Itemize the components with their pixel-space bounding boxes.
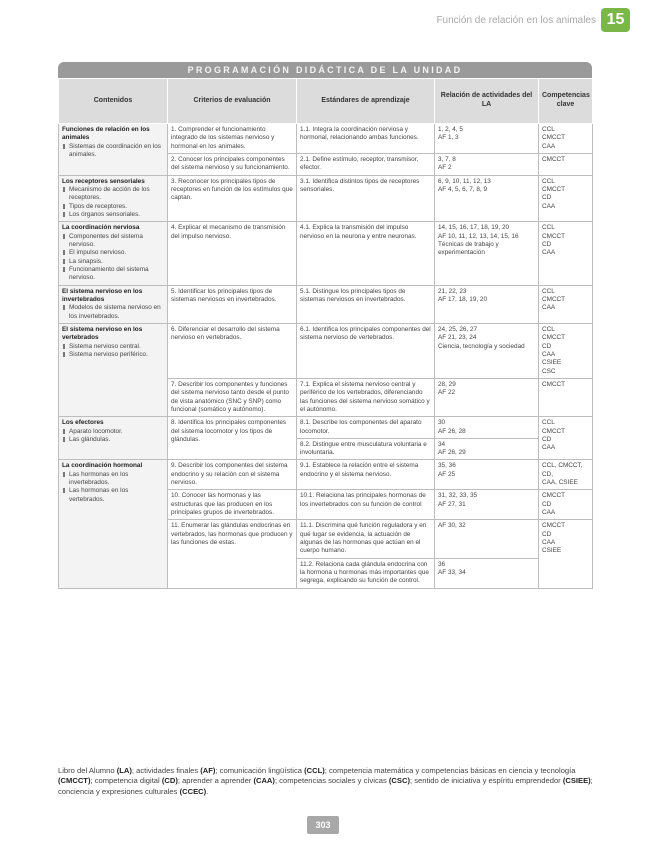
table-row — [59, 323, 593, 378]
activity-line: AF 30, 32 — [438, 522, 466, 530]
footnote-text: ; conciencia y expresiones culturales — [58, 776, 593, 796]
topic-bullet — [62, 211, 164, 219]
column-header: Estándares de aprendizaje — [297, 79, 435, 124]
footnote-text: ; comunicación lingüística — [215, 766, 305, 775]
competency-item: CD — [542, 435, 552, 443]
competencies-cell — [539, 323, 593, 378]
standard-cell: 4.1. Explica la transmisión del impulso nervioso en la neurona y entre neuronas. — [297, 222, 435, 285]
competency-item: CAA — [542, 202, 556, 210]
competency-item: CMCCT — [542, 134, 566, 142]
programming-table — [58, 78, 593, 589]
column-header: Criterios de evaluación — [168, 79, 297, 124]
topic-bullet-text: Sistemas de coordinación en los animales. — [69, 142, 162, 158]
competency-item: CAA — [542, 509, 556, 517]
activity-line: 3, 7, 8 — [438, 155, 456, 163]
competencies-cell — [539, 285, 593, 323]
activity-line: AF 1, 3 — [438, 134, 459, 142]
competency-item: CCL — [542, 177, 555, 185]
standard-cell: 11.1. Discrimina qué función reguladora y en qué lugar se evidencia, la actuación de algunas de las hormonas que actúan en el cuerpo humano. — [297, 520, 435, 558]
bullet-marker-icon — [63, 204, 65, 209]
competency-item: CCL — [542, 419, 555, 427]
footnote-text: ; aprender a aprender — [177, 776, 254, 786]
activities-cell — [435, 124, 539, 154]
topic-title: Los receptores sensoriales — [62, 177, 145, 185]
standard-cell: 1.1. Integra la coordinación nerviosa y hormonal, relacionando ambas funciones. — [297, 124, 435, 154]
competency-item: CCL — [542, 224, 555, 232]
activities-cell — [435, 175, 539, 222]
bullet-marker-icon — [63, 344, 65, 349]
criteria-cell: 6. Diferenciar el desarrollo del sistema nervioso en vertebrados. — [168, 323, 297, 378]
topic-bullet — [62, 428, 164, 436]
competency-item: CAA — [542, 444, 556, 452]
activity-line: AF 33, 34 — [438, 569, 466, 577]
competencies-cell — [539, 222, 593, 285]
activity-line: 31, 32, 33, 35 — [438, 492, 478, 500]
bullet-marker-icon — [63, 259, 65, 264]
competency-item: CAA — [542, 249, 556, 257]
competency-item: CAA — [542, 142, 556, 150]
competency-item: CAA — [542, 304, 556, 312]
footnote-abbreviation: (CCL) — [304, 766, 325, 775]
footnote-abbreviation: (CMCCT) — [58, 776, 91, 786]
competency-item: CD — [542, 240, 552, 248]
bullet-marker-icon — [63, 305, 65, 310]
activity-line: AF 2 — [438, 164, 452, 172]
bullet-marker-icon — [63, 187, 65, 192]
standard-cell: 6.1. Identifica los principales componentes del sistema nervioso de vertebrados. — [297, 323, 435, 378]
topic-bullet — [62, 266, 164, 283]
criteria-cell: 1. Comprender el funcionamiento integrado de los sistemas nervioso y hormonal en los animales. — [168, 124, 297, 154]
table-banner: PROGRAMACIÓN DIDÁCTICA DE LA UNIDAD — [58, 62, 592, 78]
activity-line: 28, 29 — [438, 380, 456, 388]
criteria-cell: 4. Explicar el mecanismo de transmisión del impulso nervioso. — [168, 222, 297, 285]
criteria-cell: 9. Describir los componentes del sistema endocrino y su relación con el sistema nervioso. — [168, 460, 297, 490]
topic-bullet-text: El impulso nervioso. — [69, 249, 127, 257]
criteria-cell: 7. Describir los componentes y funciones del sistema nervioso tanto desde el punto de vista anatómico (SNC y SNP) como funcional (somático y autónomo). — [168, 378, 297, 416]
activities-cell — [435, 460, 539, 490]
competencies-cell — [539, 520, 593, 588]
activity-line: AF 21, 23, 24 — [438, 334, 477, 342]
contents-cell — [59, 285, 168, 323]
competency-item: CAA — [542, 539, 556, 547]
bullet-marker-icon — [63, 212, 65, 217]
competencies-cell — [539, 490, 593, 520]
topic-bullet-text: Aparato locomotor. — [69, 427, 123, 435]
topic-title: El sistema nervioso en los invertebrados — [62, 287, 143, 303]
activity-line: Ciencia, tecnología y sociedad — [438, 342, 525, 350]
footnote-text: ; actividades finales — [131, 766, 201, 775]
footnote-text: ; competencia digital — [90, 776, 162, 786]
topic-bullet-text: Sistema nervioso central. — [69, 342, 141, 350]
footnote-abbreviation: (CSC) — [388, 776, 410, 786]
competencies-cell — [539, 417, 593, 460]
unit-number-badge: 15 — [601, 8, 630, 32]
competency-item: CCL — [542, 287, 555, 295]
criteria-cell: 2. Conocer los principales componentes del sistema nervioso y su funcionamiento. — [168, 153, 297, 175]
topic-bullet-text: Tipos de receptores. — [69, 202, 128, 210]
contents-cell — [59, 175, 168, 222]
page-number: 303 — [307, 816, 339, 834]
standard-cell: 8.2. Distingue entre musculatura voluntaria e involuntaria. — [297, 438, 435, 460]
competencies-cell — [539, 175, 593, 222]
topic-bullet-text: Las hormonas en los vertebrados. — [69, 487, 129, 503]
standard-cell: 5.1. Distingue los principales tipos de sistemas nerviosos en invertebrados. — [297, 285, 435, 323]
bullet-marker-icon — [63, 250, 65, 255]
topic-bullet-text: Los órganos sensoriales. — [69, 210, 141, 218]
competencies-cell — [539, 124, 593, 154]
footnote-abbreviation: (CD) — [161, 776, 178, 786]
criteria-cell: 3. Reconocer los principales tipos de receptores en función de los estímulos que captan. — [168, 175, 297, 222]
topic-bullet — [62, 143, 164, 160]
activities-cell — [435, 490, 539, 520]
footnote-abbreviation: (AF) — [200, 766, 216, 775]
competency-item: CAA — [542, 350, 556, 358]
bullet-marker-icon — [63, 472, 65, 477]
bullet-marker-icon — [63, 267, 65, 272]
competency-item: CAA, CSIEE — [542, 479, 578, 487]
topic-title: La coordinación nerviosa — [62, 224, 140, 232]
topic-bullet — [62, 304, 164, 321]
competency-item: CSIEE — [542, 359, 562, 367]
contents-cell — [59, 417, 168, 460]
competency-item: CMCCT — [542, 427, 566, 435]
competency-item: CSIEE — [542, 547, 562, 555]
competency-item: CMCCT — [542, 232, 566, 240]
bullet-marker-icon — [63, 352, 65, 357]
topic-bullet-text: Sistema nervioso periférico. — [69, 350, 148, 358]
topic-title: El sistema nervioso en los vertebrados — [62, 325, 143, 342]
topic-bullet — [62, 471, 164, 488]
footnote-text: ; competencia matemática y competencias básicas en ciencia y tecnología — [324, 766, 576, 775]
topic-bullet-text: Las hormonas en los invertebrados. — [69, 470, 129, 487]
activity-line: AF 17, 18, 19, 20 — [438, 295, 488, 303]
activities-cell — [435, 520, 539, 558]
bullet-marker-icon — [63, 144, 65, 149]
competency-item: CMCCT — [542, 185, 566, 193]
activities-cell — [435, 438, 539, 460]
topic-title: La coordinación hormonal — [62, 462, 143, 470]
activity-line: 24, 25, 26, 27 — [438, 325, 478, 333]
activities-cell — [435, 417, 539, 439]
competency-item: CSC — [542, 367, 556, 375]
topic-bullet — [62, 487, 164, 504]
topic-bullet — [62, 351, 164, 359]
competency-item: CCL — [542, 325, 555, 333]
activity-line: Técnicas de trabajo y experimentación — [438, 240, 499, 257]
topic-bullet — [62, 343, 164, 351]
activity-line: 21, 22, 23 — [438, 287, 467, 295]
topic-bullet-text: Funcionamiento del sistema nervioso. — [69, 265, 149, 282]
activity-line: AF 10, 11, 12, 13, 14, 15, 16 — [438, 232, 519, 240]
competency-item: CD — [542, 194, 552, 202]
criteria-cell: 5. Identificar los principales tipos de sistemas nerviosos en invertebrados. — [168, 285, 297, 323]
competency-item: CD — [542, 342, 552, 350]
activities-cell — [435, 558, 539, 588]
topic-bullet — [62, 186, 164, 203]
bullet-marker-icon — [63, 234, 65, 239]
topic-bullet-text: Modelos de sistema nervioso en los invertebrados. — [69, 304, 161, 320]
standard-cell: 7.1. Explica el sistema nervioso central y periférico de los vertebrados, diferenciando las funciones del sistema nervioso somático y el autónomo. — [297, 378, 435, 416]
activity-line: AF 27, 31 — [438, 500, 466, 508]
standard-cell: 11.2. Relaciona cada glándula endocrina con la hormona u hormonas más importantes que segrega, explicando su función de control. — [297, 558, 435, 588]
bullet-marker-icon — [63, 437, 65, 442]
competency-item: CMCCT — [542, 380, 566, 388]
activity-line: AF 26, 29 — [438, 449, 466, 457]
table-row — [59, 417, 593, 439]
topic-bullet-text: Las glándulas. — [69, 435, 111, 443]
competencies-cell — [539, 460, 593, 490]
activities-cell — [435, 153, 539, 175]
criteria-cell: 8. Identifica los principales componentes del sistema locomotor y los tipos de glándulas. — [168, 417, 297, 460]
topic-bullet-text: Componentes del sistema nervioso. — [69, 232, 143, 248]
activities-cell — [435, 285, 539, 323]
table-body — [59, 124, 593, 589]
competency-item: CMCCT — [542, 334, 566, 342]
footnote-abbreviation: (LA) — [116, 766, 132, 775]
footnote-abbreviation: (CCEC) — [179, 786, 207, 796]
legend-footnote — [58, 766, 594, 797]
column-header: Contenidos — [59, 79, 168, 124]
activities-cell — [435, 323, 539, 378]
topic-bullet-text: Mecanismo de acción de los receptores. — [69, 185, 150, 202]
activity-line: AF 22 — [438, 389, 456, 397]
activity-line: AF 4, 5, 6, 7, 8, 9 — [438, 185, 488, 193]
activity-line: 14, 15, 16, 17, 18, 19, 20 — [438, 224, 510, 232]
footnote-text: ; competencias sociales y cívicas — [274, 776, 389, 786]
table-header-row — [59, 79, 593, 124]
topic-bullet — [62, 436, 164, 444]
competency-item: CCL — [542, 126, 555, 133]
footnote-text: ; sentido de iniciativa y espíritu emprendedor — [410, 776, 563, 786]
programming-table-container — [58, 62, 592, 589]
topic-bullet — [62, 258, 164, 266]
activities-cell — [435, 222, 539, 285]
contents-cell — [59, 323, 168, 416]
table-row — [59, 285, 593, 323]
activity-line: AF 26, 28 — [438, 427, 466, 435]
table-row — [59, 175, 593, 222]
competency-item: CD — [542, 500, 552, 508]
standard-cell: 2.1. Define estímulo, receptor, transmisor, efector. — [297, 153, 435, 175]
footnote-text: . — [206, 786, 209, 796]
footnote-abbreviation: (CSIEE) — [562, 776, 591, 786]
competencies-cell — [539, 378, 593, 416]
activity-line: AF 25 — [438, 470, 456, 478]
activity-line: 34 — [438, 440, 446, 448]
standard-cell: 3.1. Identifica distintos tipos de receptores sensoriales. — [297, 175, 435, 222]
topic-title: Los efectores — [62, 419, 104, 427]
topic-bullet — [62, 249, 164, 257]
contents-cell — [59, 222, 168, 285]
page-header — [436, 8, 630, 32]
competency-item: CMCCT — [542, 155, 566, 163]
activity-line: 36 — [438, 560, 446, 568]
competency-item: CMCCT — [542, 492, 566, 500]
activity-line: 6, 9, 10, 11, 12, 13 — [438, 177, 491, 185]
competency-item: CMCCT — [542, 522, 566, 530]
activities-cell — [435, 378, 539, 416]
footnote-text: Libro del Alumno — [58, 766, 117, 775]
table-row — [59, 124, 593, 154]
contents-cell — [59, 124, 168, 176]
table-row — [59, 460, 593, 490]
topic-title: Funciones de relación en los animales — [62, 126, 150, 142]
criteria-cell: 11. Enumerar las glándulas endocrinas en vertebrados, las hormonas que producen y las funciones de estas. — [168, 520, 297, 588]
standard-cell: 8.1. Describe los componentes del aparato locomotor. — [297, 417, 435, 439]
footnote-abbreviation: (CAA) — [253, 776, 275, 786]
competency-item: CMCCT — [542, 295, 566, 303]
bullet-marker-icon — [63, 488, 65, 493]
standard-cell: 10.1. Relaciona las principales hormonas de los invertebrados con su función de control — [297, 490, 435, 520]
activity-line: 35, 36 — [438, 462, 456, 470]
activity-line: 30 — [438, 419, 446, 427]
column-header: Relación de actividades del LA — [435, 79, 539, 124]
topic-bullet — [62, 233, 164, 250]
topic-bullet — [62, 203, 164, 211]
competency-item: CD — [542, 530, 552, 538]
topic-bullet-text: La sinapsis. — [69, 257, 103, 265]
column-header: Competencias clave — [539, 79, 593, 124]
chapter-title: Función de relación en los animales — [436, 14, 596, 26]
standard-cell: 9.1. Establece la relación entre el sistema endocrino y el sistema nervioso. — [297, 460, 435, 490]
criteria-cell: 10. Conocer las hormonas y las estructuras que las producen en los principales grupos de invertebrados. — [168, 490, 297, 520]
competency-item: CCL, CMCCT, CD, — [542, 462, 583, 478]
contents-cell — [59, 460, 168, 588]
competencies-cell — [539, 153, 593, 175]
table-row — [59, 222, 593, 285]
bullet-marker-icon — [63, 429, 65, 434]
activity-line: 1, 2, 4, 5 — [438, 126, 463, 133]
